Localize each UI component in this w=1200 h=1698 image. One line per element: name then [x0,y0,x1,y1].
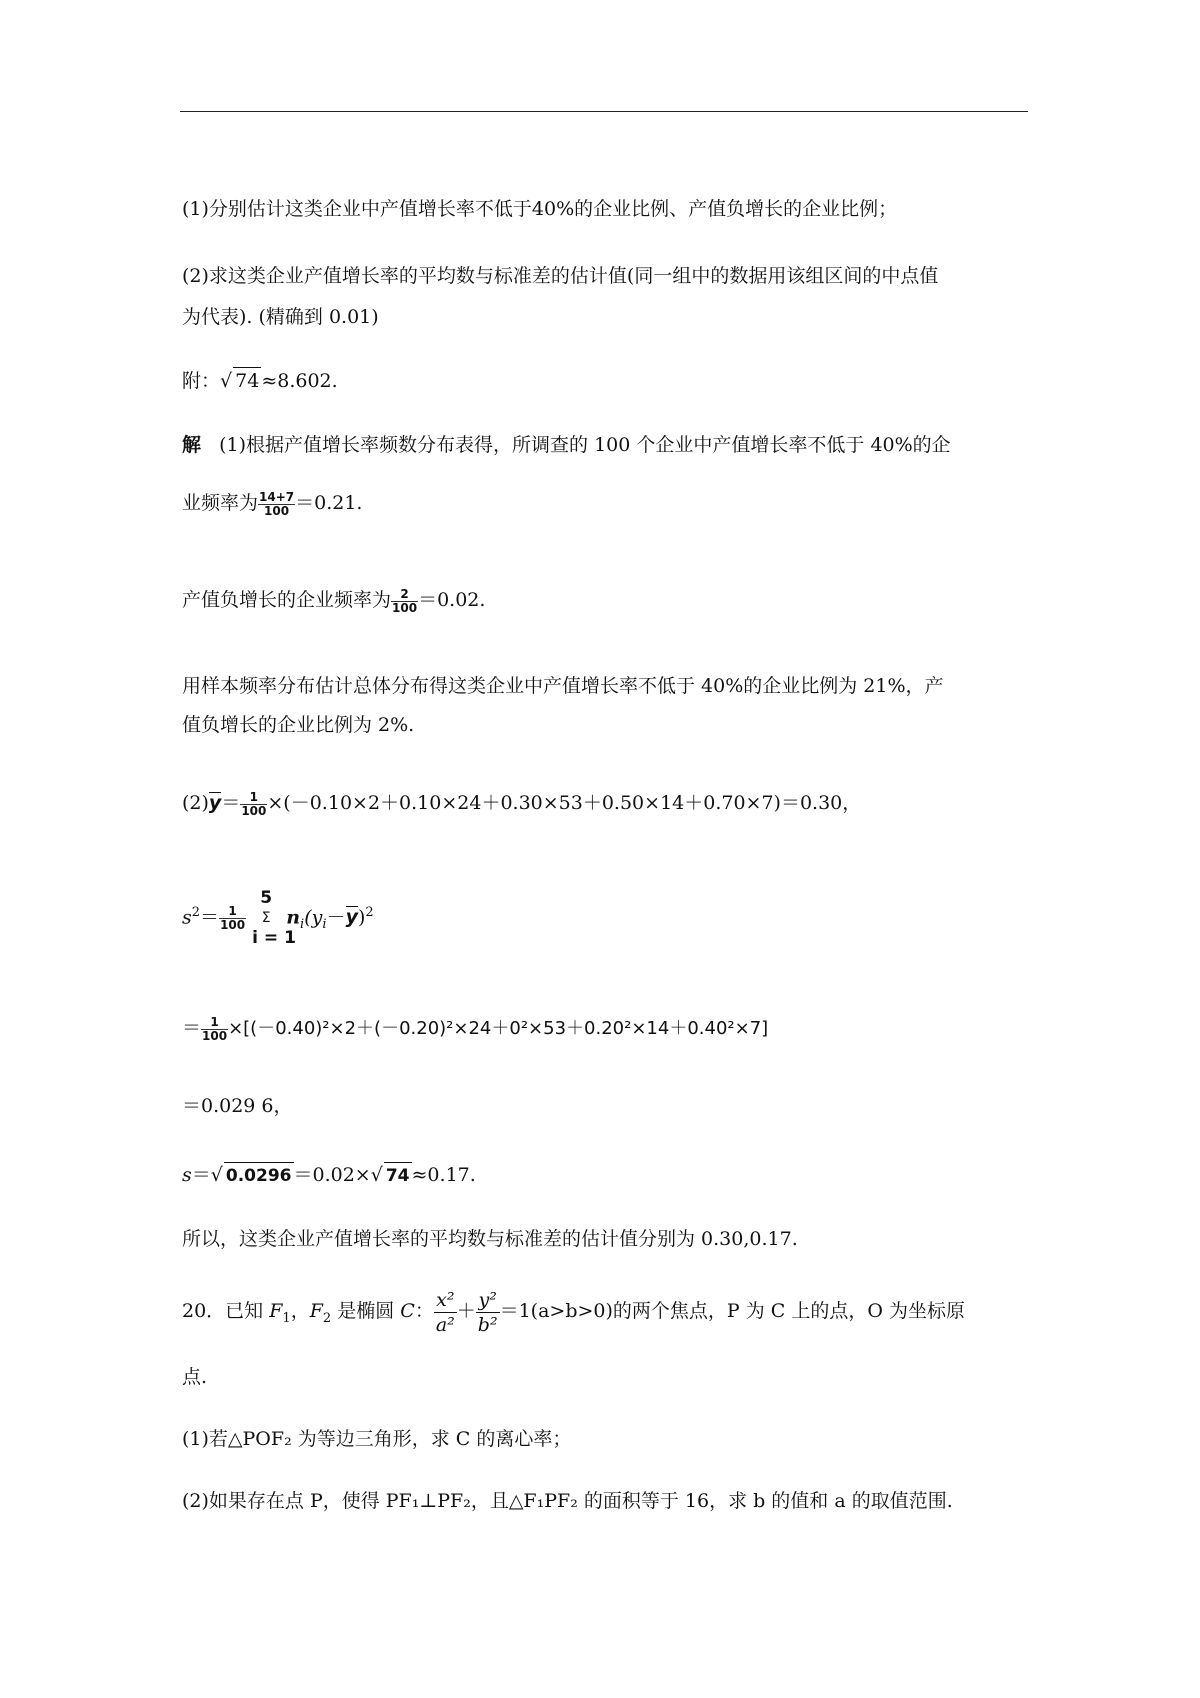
frac-den: 100 [220,917,246,932]
fraction-2-over-100 [391,588,418,615]
question-part2-line2: 为代表). (精确到 0.01) [182,306,379,328]
calc-eq: ＝ [182,1017,202,1039]
solution-line5: 值负增长的企业比例为 2%. [182,714,415,736]
p20-sub1: 1 [282,1310,291,1326]
summation [252,887,296,949]
frac-num: 2 [400,586,409,601]
solution-line3 [182,587,485,615]
y-bar: y [208,792,222,814]
mean-eq: ＝ [221,792,241,814]
problem20-line2: 点. [182,1366,208,1388]
frac-den: 100 [258,504,295,518]
variance-formula [182,882,374,949]
frac-den: b² [477,1313,498,1336]
frac-den: 100 [202,1028,228,1043]
p20-pre: 20．已知 [182,1300,270,1322]
frac-num: y² [478,1288,497,1311]
p20-colon: ： [414,1300,434,1322]
appendix [182,367,338,394]
frac-num: x² [436,1288,455,1311]
mean-post: ×(－0.10×2＋0.10×24＋0.30×53＋0.50×14＋0.70×7)＝0.30， [267,792,862,814]
appendix-tail: ≈8.602. [261,370,338,392]
mean-equation [182,790,861,818]
variance-result: ＝0.029 6， [182,1095,293,1117]
line3-pre: 产值负增长的企业频率为 [182,589,392,611]
problem20-line1 [182,1282,965,1340]
var-term-exp: 2 [365,905,374,920]
frac-den: 100 [392,600,418,615]
question-part2-line1: (2)求这类企业产值增长率的平均数与标准差的估计值(同一组中的数据用该组区间的中点值 [182,265,939,287]
y-bar: y [345,906,358,929]
var-term-i: i [300,917,305,933]
frac-num: 1 [249,789,259,804]
p20-plus: ＋ [456,1300,476,1322]
s-eq: ＝ [191,1164,211,1186]
frac-num: 1 [210,1014,219,1029]
sqrt-74: √ 74 [220,367,261,394]
var-term-close: ) [357,906,366,929]
solution-head: 解 [182,434,202,456]
p20-mid: 是椭圆 [331,1300,401,1322]
frac-den: a² [435,1313,455,1336]
variance-calculation [182,1015,768,1043]
radicand: 0.0296 [224,1162,294,1189]
solution-line2 [182,490,362,518]
p20-sub2: 2 [322,1310,332,1326]
frac-num: 14+7 [259,489,295,504]
var-lhs: s [182,906,192,929]
p20-F1: F [269,1300,283,1322]
var-term-open: (y [304,906,323,929]
radicand: 74 [233,367,261,394]
fraction-1-over-100 [240,791,267,818]
fraction-y2-over-b2 [476,1288,500,1337]
frac-den: 100 [241,803,267,818]
fraction-14-plus-7-over-100 [258,491,295,518]
frac-num: 1 [228,903,237,918]
sum-upper: 5 [260,888,273,909]
sum-sigma: Σ [261,910,271,927]
fraction-x2-over-a2 [434,1288,457,1337]
conclusion: 所以，这类企业产值增长率的平均数与标准差的估计值分别为 0.30,0.17. [182,1228,798,1250]
fraction-1-over-100 [201,1016,228,1043]
p20-C: C [400,1300,415,1322]
appendix-label: 附： [182,370,221,392]
s-tail: ≈0.17. [411,1164,476,1186]
var-term-n: n [286,906,301,929]
std-dev-equation [182,1162,476,1189]
p20-cond: ＝1(a>b>0)的两个焦点，P 为 C 上的点，O 为坐标原 [499,1300,965,1322]
problem20-part1: (1)若△POF₂ 为等边三角形，求 C 的离心率； [182,1428,572,1450]
var-term-i2: i [322,917,327,933]
var-lhs-exp: 2 [191,905,201,920]
p20-F2: F [309,1300,323,1322]
mean-pre: (2) [182,792,209,814]
fraction-1-over-100 [219,905,246,932]
line3-post: ＝0.02. [418,589,486,611]
sqrt-74: √ 74 [371,1162,412,1189]
solution-line1 [182,432,951,458]
solution-line4: 用样本频率分布估计总体分布得这类企业中产值增长率不低于 40%的企业比例为 21%，产 [182,675,944,697]
p20-comma: ， [290,1300,310,1322]
s-mid: ＝0.02× [293,1164,371,1186]
var-eq: ＝ [200,906,220,929]
question-part1: (1)分别估计这类企业中产值增长率不低于40%的企业比例、产值负增长的企业比例； [182,198,898,220]
calc-body: ×[(－0.40)²×2＋(－0.20)²×24＋0²×53＋0.20²×14＋0.40²×7] [228,1018,769,1039]
header-rule [180,111,1028,112]
sqrt-0.0296: √ 0.0296 [211,1162,294,1189]
var-term-minus: － [326,906,346,929]
solution-line1-text: (1)根据产值增长率频数分布表得，所调查的 100 个企业中产值增长率不低于 40%的企 [219,434,951,456]
line2-pre: 业频率为 [182,492,259,514]
radicand: 74 [384,1162,412,1189]
sum-lower: i = 1 [252,928,296,949]
s-lhs: s [182,1164,192,1186]
problem20-part2: (2)如果存在点 P，使得 PF₁⊥PF₂，且△F₁PF₂ 的面积等于 16，求 b 的值和 a 的取值范围. [182,1490,953,1512]
line2-post: ＝0.21. [295,492,363,514]
